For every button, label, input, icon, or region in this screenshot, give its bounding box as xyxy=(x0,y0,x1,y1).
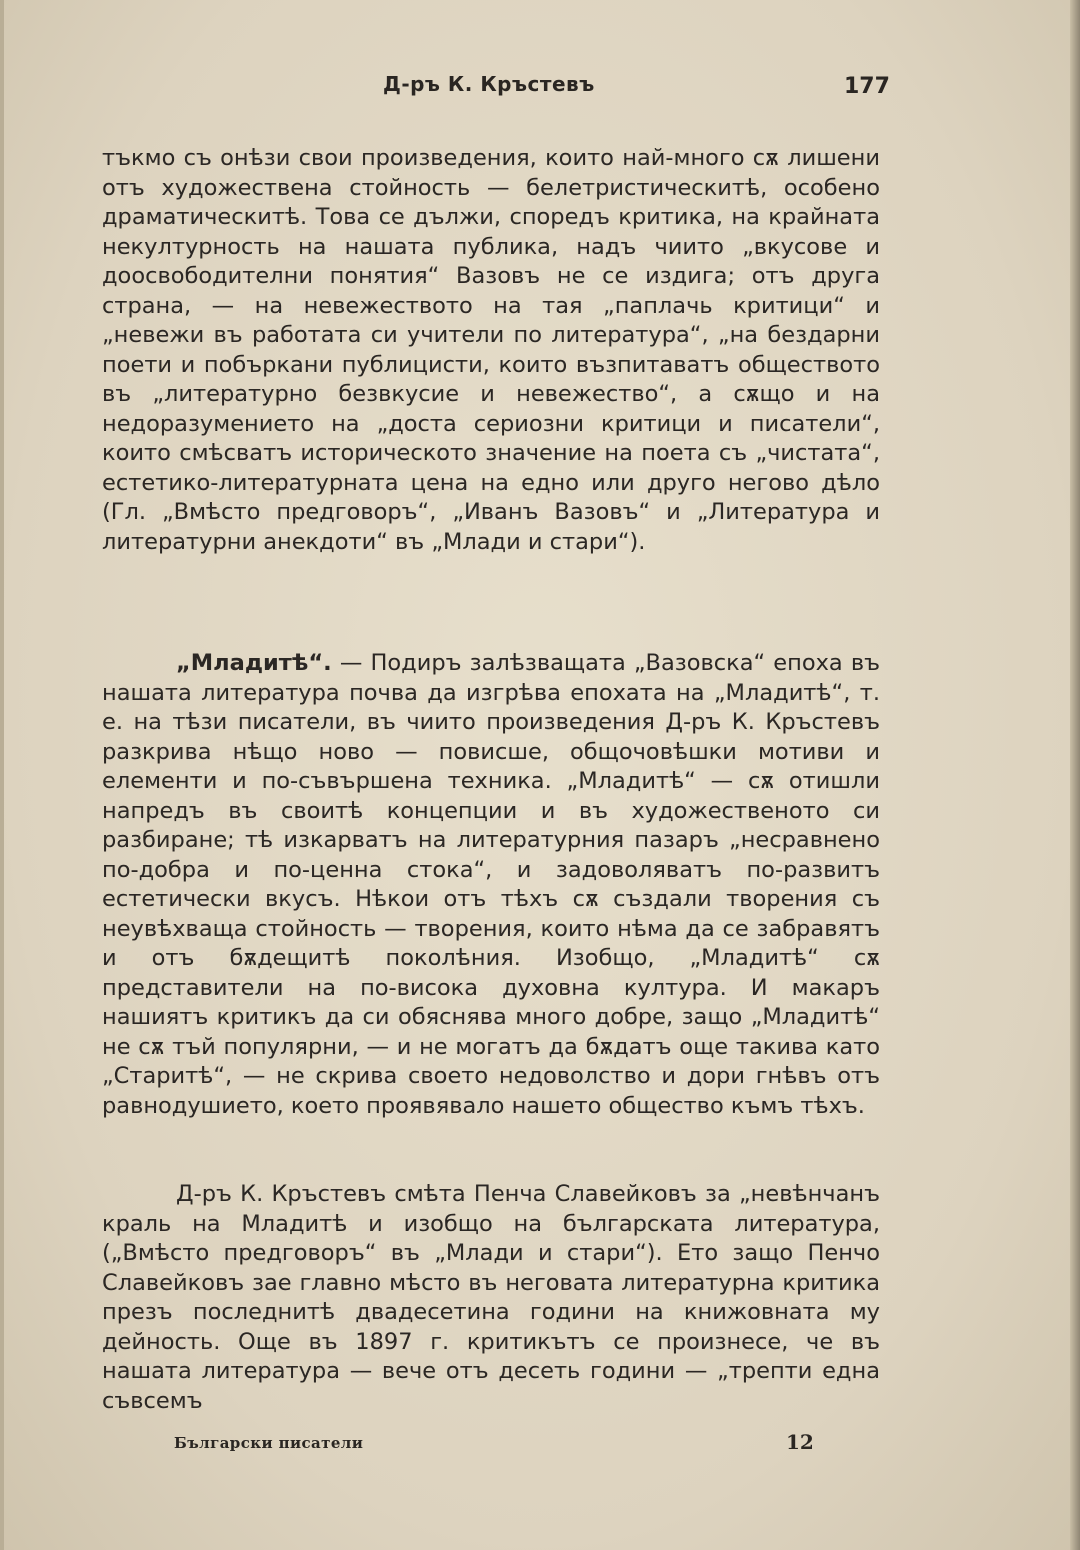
page-right-edge xyxy=(1070,0,1080,1550)
footer-signature: Български писатели xyxy=(174,1434,364,1452)
paragraph-1: тъкмо съ онѣзи свои произведения, които най-много сѫ лишени отъ художествена стойность — белетристическитѣ, особено драматическитѣ. Това се дължи, споредъ критика, на крайната некултурность на нашата публика, надъ чиито „вкусове и доосвободителни понятия“ Вазовъ не се издига; отъ друга страна, — на невежеството на тая „паплачь критици“ и „невежи въ работата си учители по литература“, „на бездарни поети и побъркани публицисти, които възпитаватъ обществото въ „литературно безвкусие и невежество“, а сѫщо и на недоразумението на „доста сериозни критици и писатели“, които смѣсватъ историческото значение на поета съ „чистата“, естетико-литературната цена на едно или друго негово дѣло (Гл. „Вмѣсто предговоръ“, „Иванъ Вазовъ“ и „Литература и литературни анекдоти“ въ „Млади и стари“). xyxy=(102,145,880,555)
section-heading-mladite: „Младитѣ“. xyxy=(176,650,332,676)
page-number: 177 xyxy=(844,74,890,99)
paragraph-3: Д-ръ К. Кръстевъ смѣта Пенча Славейковъ за „невѣнчанъ краль на Младитѣ и изобщо на българската литература, („Вмѣсто предговоръ“ въ „Млади и стари“). Ето защо Пенчо Славейковъ зае главно мѣсто въ неговата литературна критика презъ последнитѣ двадесетина години на книжовната му дейность. Още въ 1897 г. критикътъ се произнесе, че въ нашата литература — вече отъ десеть години — „трепти една съвсемъ xyxy=(102,1181,880,1414)
running-header-title: Д-ръ К. Кръстевъ xyxy=(383,72,595,96)
footer-sheet-number: 12 xyxy=(786,1430,814,1454)
paragraph-2-text: — Подиръ залѣзващата „Вазовска“ епоха въ нашата литература почва да изгрѣва епохата на „Младитѣ“, т. е. на тѣзи писатели, въ чиито произведения Д-ръ К. Кръстевъ разкрива нѣщо ново — повисше, общочовѣшки мотиви и елементи и по-съвършена техника. „Младитѣ“ — сѫ отишли напредъ въ своитѣ концепции и въ художественото си разбиране; тѣ изкарватъ на литературния пазаръ „несравнено по-добра и по-ценна стока“, и задоволяватъ по-развитъ естетически вкусъ. Нѣкои отъ тѣхъ сѫ създали творения съ неувѣхваща стойность — творения, които нѣма да се забравятъ и отъ бѫдещитѣ поколѣния. Изобщо, „Младитѣ“ сѫ представители на по-висока духовна култура. И макаръ нашиятъ критикъ да си обяснява много добре, защо „Младитѣ“ не сѫ тъй популярни, — и не могатъ да бѫдатъ още такива като „Старитѣ“, — не скрива своето недоволство и дори гнѣвъ отъ равнодушието, което проявявало нашето общество къмъ тѣхъ. xyxy=(102,650,880,1119)
paragraph-2 xyxy=(102,649,880,1121)
page-left-edge xyxy=(0,0,4,1550)
